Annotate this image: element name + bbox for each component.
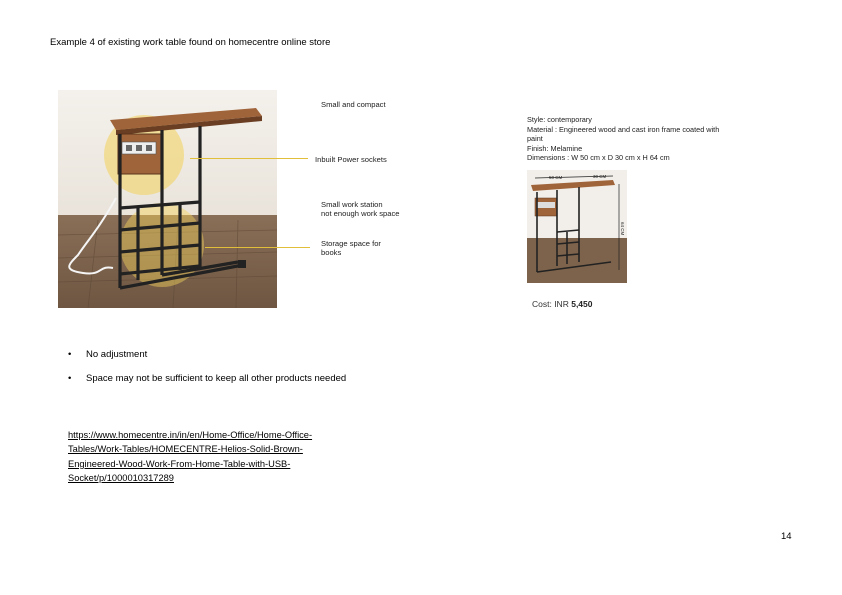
product-link[interactable] xyxy=(68,428,330,485)
bullet-marker: • xyxy=(68,373,72,384)
bullet-marker: • xyxy=(68,349,72,360)
spec-finish: Finish: Melamine xyxy=(527,143,583,153)
work-table-illustration xyxy=(58,90,277,308)
page-heading: Example 4 of existing work table found on homecentre online store xyxy=(50,37,331,48)
dim-depth-label: 30 CM xyxy=(593,174,607,179)
product-specs xyxy=(527,115,747,163)
annotation-workstation xyxy=(321,200,400,218)
spec-dimensions: Dimensions : W 50 cm x D 30 cm x H 64 cm xyxy=(527,153,670,163)
dim-height-label: 64 CM xyxy=(620,222,625,236)
annotation-storage-line2: books xyxy=(321,248,342,257)
spec-style: Style: contemporary xyxy=(527,115,592,124)
dimension-illustration xyxy=(527,170,627,283)
bullet-item xyxy=(68,373,346,397)
page-number: 14 xyxy=(781,531,792,542)
product-photo-annotated xyxy=(58,90,277,308)
annotation-small-compact: Small and compact xyxy=(321,100,386,109)
bullet-list xyxy=(68,349,346,397)
annotation-power-sockets: Inbuilt Power sockets xyxy=(315,155,387,164)
product-link-line1[interactable]: https://www.homecentre.in/in/en/Home-Office/Home-Office- xyxy=(68,430,313,440)
annotation-storage-line1: Storage space for xyxy=(321,239,381,248)
cost-value: 5,450 xyxy=(571,299,593,309)
product-link-line4[interactable]: Socket/p/1000010317289 xyxy=(68,472,174,483)
annotation-storage xyxy=(321,239,381,257)
cost-label: Cost: INR xyxy=(532,299,569,309)
spec-material-line2: paint xyxy=(527,134,543,144)
annotation-workstation-line1: Small work station xyxy=(321,200,383,209)
annotation-workstation-line2: not enough work space xyxy=(321,209,400,218)
product-cost xyxy=(532,299,593,309)
bullet-text: Space may not be sufficient to keep all other products needed xyxy=(86,373,347,384)
product-link-line2[interactable]: Tables/Work-Tables/HOMECENTRE-Helios-Solid-Brown- xyxy=(68,444,303,455)
leader-line-storage xyxy=(205,247,310,248)
product-photo-dimensions xyxy=(527,170,627,283)
product-link-line3[interactable]: Engineered-Wood-Work-From-Home-Table-with-USB- xyxy=(68,458,291,469)
dim-width-label: 50 CM xyxy=(549,175,563,180)
spec-material-line1: Material : Engineered wood and cast iron frame coated with xyxy=(527,124,720,134)
bullet-text: No adjustment xyxy=(86,349,148,360)
bullet-item xyxy=(68,349,346,373)
leader-line-sockets xyxy=(190,158,308,159)
